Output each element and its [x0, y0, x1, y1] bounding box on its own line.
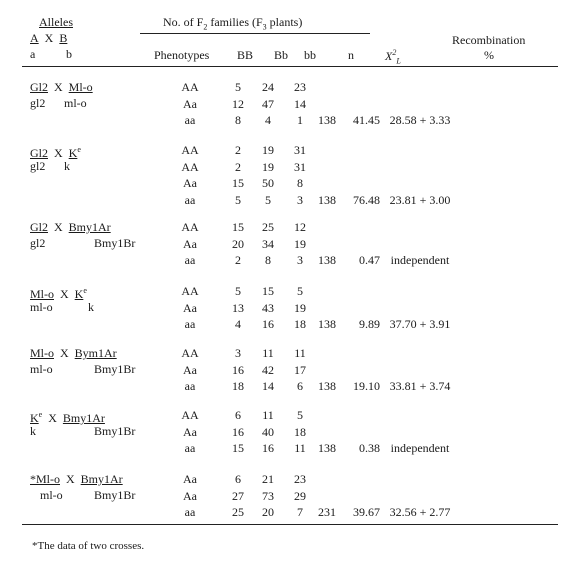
cell-bb: 5 — [297, 408, 303, 422]
cell-BB: 25 — [232, 505, 244, 519]
cell-bb: 5 — [297, 284, 303, 298]
allele-header-bottom-b: b — [66, 47, 72, 61]
allele-a-recessive: ml-o — [30, 300, 53, 314]
cell-n: 138 — [318, 113, 336, 127]
allele-b-recessive: Bmy1Br — [94, 488, 136, 502]
cell-ph: Aa — [183, 176, 197, 190]
alleles-heading: Alleles — [39, 15, 73, 29]
allele-a-dominant — [30, 408, 105, 425]
cross-x: X — [54, 220, 63, 234]
allele-a-label: Gl2 — [30, 220, 48, 234]
cell-BB: 15 — [232, 220, 244, 234]
allele-a-label: Ml-o — [30, 287, 54, 301]
cross-x: X — [54, 80, 63, 94]
cell-ph: AA — [181, 346, 199, 360]
cell-ph: aa — [184, 505, 196, 519]
cell-Bb: 25 — [262, 220, 274, 234]
cell-Bb: 21 — [262, 472, 274, 486]
cell-chi: 9.89 — [359, 317, 380, 331]
cell-Bb: 19 — [262, 159, 274, 174]
families-rule — [140, 33, 370, 34]
col-recombination: Recombination — [452, 33, 526, 47]
allele-a-dominant — [30, 284, 87, 301]
cell-ph: AA — [181, 284, 199, 298]
cell-Bb: 50 — [262, 176, 274, 190]
cell-Bb: 4 — [265, 113, 271, 127]
cell-Bb: 42 — [262, 362, 274, 377]
allele-a-recessive: ml-o — [30, 362, 53, 376]
allele-a-recessive: gl2 — [30, 96, 46, 110]
allele-a-label: *Ml-o — [30, 472, 60, 486]
cell-bb: 14 — [294, 96, 306, 111]
cell-rec: independent — [390, 253, 450, 267]
allele-a-dominant — [30, 472, 123, 486]
cell-bb: 12 — [294, 220, 306, 234]
cell-BB: 13 — [232, 300, 244, 315]
cell-ph: Aa — [183, 362, 197, 377]
cell-ph: Aa — [183, 96, 197, 111]
cell-ph: Aa — [183, 488, 197, 503]
allele-header-bottom: a — [30, 47, 36, 61]
cell-BB: 6 — [235, 472, 241, 486]
cell-bb: 31 — [294, 143, 306, 157]
cell-ph: aa — [184, 441, 196, 455]
allele-a-recessive: gl2 — [30, 236, 46, 250]
allele-b-label: Ml-o — [68, 80, 93, 94]
cell-ph: aa — [184, 253, 196, 267]
cell-chi: 76.48 — [353, 192, 380, 207]
allele-a-dominant — [30, 220, 111, 234]
allele-b-recessive: ml-o — [64, 96, 87, 110]
col-bb: bb — [304, 48, 316, 62]
cell-ph: Aa — [183, 472, 197, 486]
cell-bb: 11 — [294, 441, 306, 455]
cell-bb: 11 — [294, 346, 306, 360]
cell-Bb: 16 — [262, 441, 274, 455]
allele-a-label: Gl2 — [30, 146, 48, 160]
cell-rec: 33.81 + 3.74 — [389, 379, 451, 393]
cell-BB: 2 — [235, 253, 241, 267]
col-Bb: Bb — [274, 48, 289, 62]
cell-bb: 1 — [297, 113, 303, 127]
cell-BB: 15 — [232, 441, 244, 455]
cell-Bb: 11 — [262, 346, 274, 360]
cell-ph: aa — [184, 379, 196, 393]
cross-x: X — [54, 146, 63, 160]
cell-n: 138 — [318, 253, 336, 267]
col-n: n — [348, 48, 354, 62]
cell-ph: aa — [184, 192, 196, 207]
cell-ph: aa — [184, 317, 196, 331]
cell-rec: 28.58 + 3.33 — [389, 113, 451, 127]
cell-bb: 7 — [297, 505, 303, 519]
cell-n: 231 — [318, 505, 336, 519]
cell-ph: AA — [181, 220, 199, 234]
cell-BB: 15 — [232, 176, 244, 190]
allele-b-recessive: k — [64, 159, 70, 173]
allele-b-recessive: Bmy1Br — [94, 236, 136, 250]
allele-b-label: Bmy1Ar — [62, 411, 105, 425]
cell-bb: 19 — [294, 236, 306, 251]
cell-Bb: 43 — [262, 300, 274, 315]
cell-Bb: 14 — [262, 379, 274, 393]
cell-BB: 16 — [232, 362, 244, 377]
allele-a-label: Ml-o — [30, 346, 54, 360]
footnote: *The data of two crosses. — [32, 540, 145, 552]
bottom-rule — [22, 524, 558, 525]
cell-Bb: 47 — [262, 96, 274, 111]
cell-BB: 8 — [235, 113, 241, 127]
cell-Bb: 16 — [262, 317, 274, 331]
cell-ph: AA — [181, 143, 199, 157]
cell-Bb: 73 — [262, 488, 274, 503]
cell-bb: 29 — [294, 488, 306, 503]
cell-Bb: 34 — [262, 236, 274, 251]
cell-ph: AA — [181, 159, 199, 174]
cell-BB: 16 — [232, 424, 244, 439]
allele-a-dominant — [30, 346, 117, 360]
cross-x: X — [66, 472, 75, 486]
cell-rec: independent — [390, 441, 450, 455]
allele-b-label: K — [68, 146, 78, 160]
cell-chi: 41.45 — [353, 113, 380, 127]
cell-BB: 27 — [232, 488, 244, 503]
allele-a-label: Gl2 — [30, 80, 48, 94]
cell-chi: 19.10 — [353, 379, 380, 393]
allele-a-sup: e — [38, 410, 43, 419]
cell-BB: 3 — [235, 346, 241, 360]
cell-bb: 23 — [294, 80, 306, 94]
cell-chi: 0.47 — [359, 253, 380, 267]
cell-n: 138 — [318, 192, 336, 207]
cell-rec: 23.81 + 3.00 — [389, 192, 451, 207]
cell-BB: 5 — [235, 80, 241, 94]
cross-x: X — [60, 346, 69, 360]
cell-chi: 39.67 — [353, 505, 380, 519]
cell-bb: 19 — [294, 300, 306, 315]
cell-bb: 31 — [294, 159, 306, 174]
cell-Bb: 8 — [265, 253, 271, 267]
allele-b-recessive: k — [88, 300, 94, 314]
cross-x: X — [48, 411, 57, 425]
cell-Bb: 20 — [262, 505, 274, 519]
allele-header-top: A X B — [30, 31, 68, 45]
cell-BB: 12 — [232, 96, 244, 111]
allele-b-recessive: Bmy1Br — [94, 424, 136, 438]
cell-BB: 20 — [232, 236, 244, 251]
allele-b-sup: e — [83, 286, 87, 295]
cell-n: 138 — [318, 379, 336, 393]
allele-b-label: Bmy1Ar — [80, 472, 123, 486]
allele-b-recessive: Bmy1Br — [94, 362, 136, 376]
cell-bb: 17 — [294, 362, 306, 377]
cell-ph: Aa — [183, 300, 197, 315]
cell-n: 138 — [318, 441, 336, 455]
cell-rec: 32.56 + 2.77 — [389, 505, 451, 519]
col-chi-square: $X^2_L$ — [385, 48, 401, 66]
cell-bb: 23 — [294, 472, 306, 486]
cell-Bb: 24 — [262, 80, 274, 94]
cell-bb: 18 — [294, 424, 306, 439]
cell-Bb: 15 — [262, 284, 274, 298]
allele-a-recessive: k — [30, 424, 36, 438]
cell-bb: 3 — [297, 253, 303, 267]
cell-Bb: 11 — [262, 408, 274, 422]
cell-BB: 4 — [235, 317, 241, 331]
cell-rec: 37.70 + 3.91 — [389, 317, 451, 331]
cell-chi: 0.38 — [359, 441, 380, 455]
allele-a-recessive: ml-o — [40, 488, 63, 502]
cell-bb: 3 — [297, 192, 303, 207]
cell-BB: 2 — [235, 143, 241, 157]
col-phenotypes: Phenotypes — [154, 48, 210, 62]
cell-Bb: 19 — [262, 143, 274, 157]
cell-ph: aa — [184, 113, 196, 127]
cell-BB: 6 — [235, 408, 241, 422]
cell-Bb: 40 — [262, 424, 274, 439]
col-BB: BB — [237, 48, 254, 62]
cell-bb: 18 — [294, 317, 306, 331]
cell-ph: AA — [181, 408, 199, 422]
allele-a-dominant — [30, 80, 93, 94]
allele-b-label: Bym1Ar — [74, 346, 117, 360]
cell-bb: 6 — [297, 379, 303, 393]
cell-ph: Aa — [183, 236, 197, 251]
cross-x: X — [60, 287, 69, 301]
allele-b-sup: e — [77, 145, 81, 154]
allele-b-label: Bmy1Ar — [68, 220, 111, 234]
cell-n: 138 — [318, 317, 336, 331]
allele-a-dominant — [30, 143, 81, 160]
allele-a-recessive: gl2 — [30, 159, 46, 173]
cell-Bb: 5 — [265, 192, 271, 207]
allele-b-label: K — [74, 287, 84, 301]
allele-a-label: K — [30, 411, 39, 425]
header-rule — [22, 66, 558, 67]
families-heading: No. of $F_2$ families ($F_3$ plants) — [163, 15, 303, 32]
cell-BB: 18 — [232, 379, 244, 393]
cell-BB: 2 — [235, 159, 241, 174]
col-percent: % — [484, 48, 494, 62]
cell-BB: 5 — [235, 284, 241, 298]
cell-bb: 8 — [297, 176, 303, 190]
cell-ph: Aa — [183, 424, 197, 439]
cell-BB: 5 — [235, 192, 241, 207]
cell-ph: AA — [181, 80, 199, 94]
